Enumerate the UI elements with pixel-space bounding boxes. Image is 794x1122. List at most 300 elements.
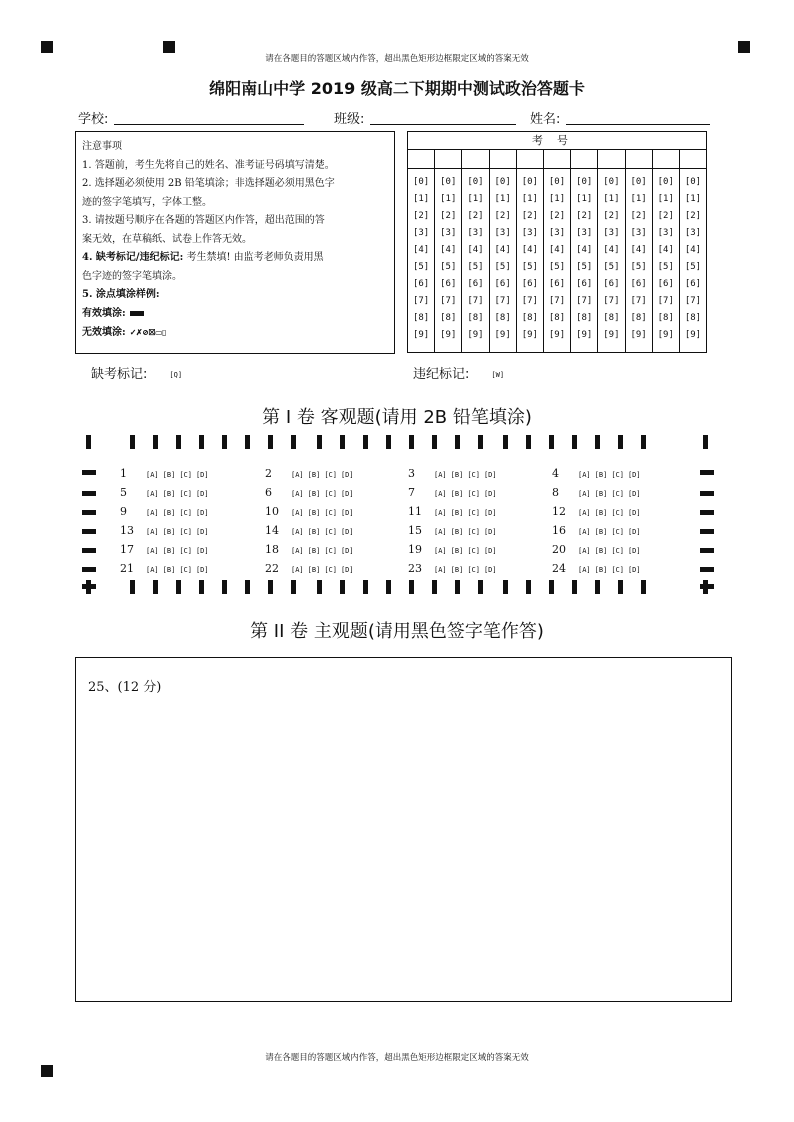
timing-mark [478, 580, 483, 594]
option-bubble[interactable]: [A] [146, 547, 159, 555]
question-number: 3 [408, 467, 415, 480]
option-bubble[interactable]: [C] [467, 528, 480, 536]
timing-mark [291, 435, 296, 449]
option-bubble[interactable]: [C] [611, 566, 624, 574]
option-bubble[interactable]: [C] [324, 566, 337, 574]
question-number: 9 [120, 505, 127, 518]
exam-digit-bubble[interactable]: [4] [412, 245, 430, 255]
option-bubble[interactable]: [C] [179, 528, 192, 536]
exam-digit-bubble[interactable]: [8] [412, 313, 430, 323]
exam-digit-bubble[interactable]: [2] [657, 211, 674, 221]
option-bubble[interactable]: [D] [340, 566, 354, 574]
exam-digit-bubble[interactable]: [2] [412, 211, 430, 221]
exam-digit-bubble[interactable]: [7] [412, 296, 430, 306]
exam-digit-bubble[interactable]: [7] [494, 296, 511, 306]
exam-digit-bubble[interactable]: [8] [440, 313, 457, 323]
question-number: 13 [120, 524, 134, 537]
exam-number-write-cell[interactable] [598, 150, 625, 168]
exam-digit-bubble[interactable]: [8] [576, 313, 593, 323]
exam-digit-bubble[interactable]: [0] [440, 177, 457, 187]
question-5 [120, 486, 213, 499]
option-bubble[interactable]: [A] [578, 547, 591, 555]
question-number: 7 [408, 486, 415, 499]
option-bubble[interactable]: [A] [434, 528, 447, 536]
exam-number-write-cell[interactable] [571, 150, 598, 168]
exam-digit-bubble[interactable]: [4] [603, 245, 620, 255]
exam-number-write-cell[interactable] [680, 150, 706, 168]
option-bubble[interactable]: [D] [340, 490, 354, 498]
timing-mark [222, 580, 227, 594]
question-8 [552, 486, 645, 499]
exam-digit-bubble[interactable]: [8] [603, 313, 620, 323]
option-bubble[interactable]: [D] [195, 528, 209, 536]
exam-digit-bubble[interactable]: [6] [494, 279, 511, 289]
option-bubble[interactable]: [A] [146, 509, 159, 517]
timing-mark [176, 580, 181, 594]
option-bubble[interactable]: [C] [324, 547, 337, 555]
question-21 [120, 562, 213, 575]
option-bubble[interactable]: [D] [340, 471, 354, 479]
exam-digit-bubble[interactable]: [4] [494, 245, 511, 255]
option-bubble[interactable]: [B] [307, 547, 321, 555]
exam-digit-bubble[interactable]: [6] [548, 279, 566, 289]
option-bubble[interactable]: [A] [291, 509, 304, 517]
option-bubble[interactable]: [A] [291, 471, 304, 479]
side-mark [82, 510, 96, 515]
option-bubble[interactable]: [B] [307, 528, 321, 536]
question-22 [265, 562, 358, 575]
option-bubble[interactable]: [B] [162, 509, 176, 517]
option-bubble[interactable]: [B] [307, 490, 321, 498]
side-mark [700, 548, 714, 553]
exam-number-write-cell[interactable] [408, 150, 435, 168]
option-bubble[interactable]: [A] [146, 490, 159, 498]
exam-digit-bubble[interactable]: [1] [576, 194, 593, 204]
question-number: 14 [265, 524, 279, 537]
exam-number-write-cell[interactable] [544, 150, 571, 168]
option-bubble[interactable]: [A] [578, 509, 591, 517]
side-mark [82, 548, 96, 553]
exam-digit-bubble[interactable]: [1] [684, 194, 702, 204]
option-bubble[interactable]: [C] [324, 509, 337, 517]
exam-digit-bubble[interactable]: [4] [684, 245, 702, 255]
exam-number-write-cell[interactable] [626, 150, 653, 168]
answer-box-q25[interactable] [75, 657, 732, 1002]
option-bubble[interactable]: [A] [291, 547, 304, 555]
exam-digit-bubble[interactable]: [3] [521, 228, 538, 238]
exam-digit-bubble[interactable]: [5] [521, 262, 538, 272]
option-bubble[interactable]: [B] [307, 471, 321, 479]
timing-mark [503, 435, 508, 449]
option-bubble[interactable]: [A] [578, 566, 591, 574]
exam-digit-bubble[interactable]: [8] [684, 313, 702, 323]
exam-digit-bubble[interactable]: [9] [684, 330, 702, 340]
exam-digit-bubble[interactable]: [5] [603, 262, 620, 272]
option-bubble[interactable]: [C] [324, 490, 337, 498]
corner-mark-bottom-left [41, 1065, 53, 1077]
timing-mark [526, 580, 531, 594]
exam-digit-bubble[interactable]: [2] [494, 211, 511, 221]
exam-digit-bubble[interactable]: [1] [412, 194, 430, 204]
exam-digit-bubble[interactable]: [2] [603, 211, 620, 221]
timing-mark [432, 435, 437, 449]
exam-digit-bubble[interactable]: [6] [603, 279, 620, 289]
option-bubble[interactable]: [D] [627, 471, 641, 479]
violation-flag [413, 363, 504, 382]
timing-mark [618, 580, 623, 594]
exam-digit-bubble[interactable]: [9] [603, 330, 620, 340]
exam-digit-bubble[interactable]: [0] [412, 177, 430, 187]
exam-digit-bubble[interactable]: [4] [467, 245, 484, 255]
exam-digit-bubble[interactable]: [7] [657, 296, 674, 306]
option-bubble[interactable]: [D] [627, 509, 641, 517]
option-bubble[interactable]: [B] [450, 528, 464, 536]
exam-digit-bubble[interactable]: [5] [467, 262, 484, 272]
exam-digit-bubble[interactable]: [8] [548, 313, 566, 323]
exam-digit-bubble[interactable]: [6] [630, 279, 647, 289]
exam-digit-bubble[interactable]: [0] [494, 177, 511, 187]
option-bubble[interactable]: [C] [467, 490, 480, 498]
option-bubble[interactable]: [C] [179, 471, 192, 479]
exam-number-column [598, 169, 625, 352]
exam-digit-bubble[interactable]: [9] [657, 330, 674, 340]
exam-digit-bubble[interactable]: [6] [657, 279, 674, 289]
option-bubble[interactable]: [B] [450, 547, 464, 555]
absent-flag-bubble[interactable]: [Q] [169, 370, 183, 379]
exam-digit-bubble[interactable]: [3] [657, 228, 674, 238]
exam-digit-bubble[interactable]: [0] [630, 177, 647, 187]
option-bubble[interactable]: [A] [434, 566, 447, 574]
exam-digit-bubble[interactable]: [2] [576, 211, 593, 221]
exam-digit-bubble[interactable]: [5] [630, 262, 647, 272]
exam-digit-bubble[interactable]: [4] [440, 245, 457, 255]
exam-digit-bubble[interactable]: [7] [440, 296, 457, 306]
option-bubble[interactable]: [B] [162, 528, 176, 536]
side-mark [700, 529, 714, 534]
exam-digit-bubble[interactable]: [0] [657, 177, 674, 187]
exam-digit-bubble[interactable]: [9] [521, 330, 538, 340]
exam-digit-bubble[interactable]: [7] [467, 296, 484, 306]
option-bubble[interactable]: [B] [307, 509, 321, 517]
exam-digit-bubble[interactable]: [0] [548, 177, 566, 187]
exam-digit-bubble[interactable]: [0] [684, 177, 702, 187]
exam-digit-bubble[interactable]: [9] [494, 330, 511, 340]
question-number: 23 [408, 562, 422, 575]
exam-digit-bubble[interactable]: [2] [467, 211, 484, 221]
option-bubble[interactable]: [C] [611, 528, 624, 536]
exam-digit-bubble[interactable]: [2] [521, 211, 538, 221]
side-mark [82, 567, 96, 572]
option-bubble[interactable]: [C] [467, 566, 480, 574]
option-bubble[interactable]: [A] [146, 471, 159, 479]
option-bubble[interactable]: [C] [467, 471, 480, 479]
option-bubble[interactable]: [B] [594, 490, 608, 498]
option-bubble[interactable]: [B] [594, 528, 608, 536]
timing-mark [222, 435, 227, 449]
option-bubble[interactable]: [D] [483, 490, 497, 498]
exam-digit-bubble[interactable]: [8] [657, 313, 674, 323]
option-bubble[interactable]: [A] [291, 528, 304, 536]
timing-mark [340, 580, 345, 594]
exam-digit-bubble[interactable]: [3] [548, 228, 566, 238]
instructions-heading: 注意事项 [82, 141, 122, 152]
exam-digit-bubble[interactable]: [3] [440, 228, 457, 238]
exam-digit-bubble[interactable]: [3] [684, 228, 702, 238]
option-bubble[interactable]: [D] [195, 566, 209, 574]
exam-digit-bubble[interactable]: [4] [548, 245, 566, 255]
exam-number-write-cell[interactable] [653, 150, 680, 168]
option-bubble[interactable]: [A] [578, 490, 591, 498]
timing-mark [409, 435, 414, 449]
exam-digit-bubble[interactable]: [9] [576, 330, 593, 340]
option-bubble[interactable]: [D] [195, 509, 209, 517]
option-bubble[interactable]: [A] [578, 471, 591, 479]
timing-mark [572, 435, 577, 449]
exam-digit-bubble[interactable]: [2] [630, 211, 647, 221]
option-bubble[interactable]: [B] [594, 566, 608, 574]
option-bubble[interactable]: [C] [467, 509, 480, 517]
exam-digit-bubble[interactable]: [4] [521, 245, 538, 255]
option-bubble[interactable]: [B] [594, 509, 608, 517]
option-bubble[interactable]: [A] [434, 547, 447, 555]
name-field[interactable] [566, 124, 710, 125]
side-mark [700, 584, 714, 589]
exam-digit-bubble[interactable]: [3] [494, 228, 511, 238]
option-bubble[interactable]: [C] [179, 509, 192, 517]
timing-mark [641, 580, 646, 594]
exam-number-column [517, 169, 544, 352]
option-bubble[interactable]: [A] [291, 566, 304, 574]
exam-number-label: 考号 [408, 132, 706, 150]
violation-flag-bubble[interactable]: [W] [491, 370, 505, 379]
question-15 [408, 524, 501, 537]
exam-digit-bubble[interactable]: [4] [576, 245, 593, 255]
exam-number-column [653, 169, 680, 352]
exam-digit-bubble[interactable]: [0] [603, 177, 620, 187]
exam-digit-bubble[interactable]: [2] [548, 211, 566, 221]
exam-digit-bubble[interactable]: [7] [521, 296, 538, 306]
instruction-line: 案无效，在草稿纸、试卷上作答无效。 [82, 233, 252, 245]
exam-digit-bubble[interactable]: [7] [548, 296, 566, 306]
timing-mark [130, 580, 135, 594]
question-number: 11 [408, 505, 422, 518]
exam-digit-bubble[interactable]: [9] [440, 330, 457, 340]
option-bubble[interactable]: [C] [611, 509, 624, 517]
exam-digit-bubble[interactable]: [7] [603, 296, 620, 306]
option-bubble[interactable]: [B] [594, 547, 608, 555]
exam-digit-bubble[interactable]: [4] [657, 245, 674, 255]
instruction-line: 色字迹的签字笔填涂。 [82, 270, 182, 282]
timing-mark [268, 580, 273, 594]
option-bubble[interactable]: [C] [179, 547, 192, 555]
name-label: 姓名: [530, 112, 561, 127]
question-number: 12 [552, 505, 566, 518]
instruction-line: 2. 选择题必须使用 2B 铅笔填涂；非选择题必须用黑色字 [82, 178, 335, 189]
exam-digit-bubble[interactable]: [8] [630, 313, 647, 323]
exam-digit-bubble[interactable]: [0] [467, 177, 484, 187]
exam-digit-bubble[interactable]: [0] [521, 177, 538, 187]
instructions-box [75, 131, 395, 354]
exam-digit-bubble[interactable]: [1] [630, 194, 647, 204]
exam-digit-bubble[interactable]: [5] [548, 262, 566, 272]
question-23 [408, 562, 501, 575]
question-17 [120, 543, 213, 556]
option-bubble[interactable]: [C] [611, 490, 624, 498]
exam-digit-bubble[interactable]: [6] [521, 279, 538, 289]
option-bubble[interactable]: [C] [611, 547, 624, 555]
timing-mark [268, 435, 273, 449]
option-bubble[interactable]: [D] [195, 471, 209, 479]
exam-digit-bubble[interactable]: [4] [630, 245, 647, 255]
option-bubble[interactable]: [A] [434, 509, 447, 517]
exam-number-write-cell[interactable] [517, 150, 544, 168]
option-bubble[interactable]: [D] [627, 490, 641, 498]
timing-mark [478, 435, 483, 449]
instruction-line-4-bold: 4. 缺考标记/违纪标记: [82, 252, 184, 263]
exam-digit-bubble[interactable]: [8] [521, 313, 538, 323]
exam-digit-bubble[interactable]: [7] [576, 296, 593, 306]
exam-digit-bubble[interactable]: [0] [576, 177, 593, 187]
question-11 [408, 505, 501, 518]
option-bubble[interactable]: [D] [195, 490, 209, 498]
option-bubble[interactable]: [C] [324, 528, 337, 536]
answer-box-label: 25、(12 分) [88, 680, 162, 695]
option-bubble[interactable]: [A] [578, 528, 591, 536]
exam-digit-bubble[interactable]: [1] [521, 194, 538, 204]
exam-number-grid [407, 131, 707, 353]
option-bubble[interactable]: [B] [450, 509, 464, 517]
question-row [120, 524, 680, 542]
exam-digit-bubble[interactable]: [3] [467, 228, 484, 238]
option-bubble[interactable]: [C] [611, 471, 624, 479]
exam-digit-bubble[interactable]: [5] [657, 262, 674, 272]
question-number: 19 [408, 543, 422, 556]
student-info-row [78, 108, 718, 128]
question-row [120, 505, 680, 523]
timing-mark [363, 435, 368, 449]
question-7 [408, 486, 501, 499]
exam-digit-bubble[interactable]: [5] [576, 262, 593, 272]
exam-digit-bubble[interactable]: [6] [440, 279, 457, 289]
option-bubble[interactable]: [D] [483, 528, 497, 536]
option-bubble[interactable]: [A] [146, 566, 159, 574]
exam-number-write-cell[interactable] [435, 150, 462, 168]
page-title: 绵阳南山中学 2019 级高二下期期中测试政治答题卡 [209, 79, 585, 98]
option-bubble[interactable]: [C] [179, 566, 192, 574]
option-bubble[interactable]: [A] [434, 490, 447, 498]
exam-digit-bubble[interactable]: [2] [684, 211, 702, 221]
option-bubble[interactable]: [B] [162, 547, 176, 555]
exam-number-bubbles [408, 169, 706, 352]
question-number: 2 [265, 467, 272, 480]
exam-digit-bubble[interactable]: [1] [657, 194, 674, 204]
exam-digit-bubble[interactable]: [1] [467, 194, 484, 204]
timing-mark [199, 435, 204, 449]
timing-mark [176, 435, 181, 449]
exam-digit-bubble[interactable]: [3] [630, 228, 647, 238]
exam-digit-bubble[interactable]: [3] [412, 228, 430, 238]
option-bubble[interactable]: [D] [195, 547, 209, 555]
valid-sample-row [82, 305, 388, 324]
option-bubble[interactable]: [B] [450, 566, 464, 574]
option-bubble[interactable]: [C] [467, 547, 480, 555]
option-bubble[interactable]: [D] [483, 566, 497, 574]
option-bubble[interactable]: [B] [450, 471, 464, 479]
option-bubble[interactable]: [D] [627, 528, 641, 536]
exam-digit-bubble[interactable]: [3] [603, 228, 620, 238]
question-14 [265, 524, 358, 537]
exam-digit-bubble[interactable]: [8] [494, 313, 511, 323]
option-bubble[interactable]: [A] [291, 490, 304, 498]
option-bubble[interactable]: [D] [627, 547, 641, 555]
option-bubble[interactable]: [D] [483, 547, 497, 555]
filled-bubble-sample [130, 311, 144, 316]
exam-digit-bubble[interactable]: [1] [548, 194, 566, 204]
question-number: 15 [408, 524, 422, 537]
option-bubble[interactable]: [A] [434, 471, 447, 479]
option-bubble[interactable]: [B] [162, 471, 176, 479]
exam-digit-bubble[interactable]: [5] [412, 262, 430, 272]
exam-digit-bubble[interactable]: [6] [576, 279, 593, 289]
option-bubble[interactable]: [D] [627, 566, 641, 574]
option-bubble[interactable]: [C] [179, 490, 192, 498]
option-bubble[interactable]: [D] [340, 509, 354, 517]
exam-digit-bubble[interactable]: [2] [440, 211, 457, 221]
exam-digit-bubble[interactable]: [9] [467, 330, 484, 340]
exam-number-write-cell[interactable] [462, 150, 489, 168]
timing-mark [572, 580, 577, 594]
exam-digit-bubble[interactable]: [7] [684, 296, 702, 306]
school-field[interactable] [114, 124, 304, 125]
option-bubble[interactable]: [B] [594, 471, 608, 479]
option-bubble[interactable]: [D] [483, 471, 497, 479]
exam-digit-bubble[interactable]: [9] [412, 330, 430, 340]
exam-digit-bubble[interactable]: [6] [684, 279, 702, 289]
exam-digit-bubble[interactable]: [5] [494, 262, 511, 272]
option-bubble[interactable]: [D] [340, 528, 354, 536]
exam-digit-bubble[interactable]: [7] [630, 296, 647, 306]
exam-digit-bubble[interactable]: [6] [467, 279, 484, 289]
exam-number-write-cell[interactable] [490, 150, 517, 168]
side-mark [700, 491, 714, 496]
footer-notice: 请在各题目的答题区域内作答，超出黑色矩形边框限定区域的答案无效 [265, 1053, 529, 1063]
question-number: 6 [265, 486, 272, 499]
option-bubble[interactable]: [B] [307, 566, 321, 574]
timing-mark [455, 580, 460, 594]
option-bubble[interactable]: [B] [162, 566, 176, 574]
exam-digit-bubble[interactable]: [1] [440, 194, 457, 204]
option-bubble[interactable]: [D] [483, 509, 497, 517]
exam-digit-bubble[interactable]: [9] [548, 330, 566, 340]
exam-digit-bubble[interactable]: [6] [412, 279, 430, 289]
question-number: 17 [120, 543, 134, 556]
option-bubble[interactable]: [D] [340, 547, 354, 555]
timing-mark [641, 435, 646, 449]
exam-digit-bubble[interactable]: [1] [494, 194, 511, 204]
option-bubble[interactable]: [A] [146, 528, 159, 536]
exam-digit-bubble[interactable]: [1] [603, 194, 620, 204]
exam-digit-bubble[interactable]: [5] [440, 262, 457, 272]
exam-digit-bubble[interactable]: [5] [684, 262, 702, 272]
class-field[interactable] [370, 124, 516, 125]
exam-digit-bubble[interactable]: [9] [630, 330, 647, 340]
option-bubble[interactable]: [B] [162, 490, 176, 498]
exam-digit-bubble[interactable]: [3] [576, 228, 593, 238]
option-bubble[interactable]: [B] [450, 490, 464, 498]
option-bubble[interactable]: [C] [324, 471, 337, 479]
question-4 [552, 467, 645, 480]
exam-digit-bubble[interactable]: [8] [467, 313, 484, 323]
